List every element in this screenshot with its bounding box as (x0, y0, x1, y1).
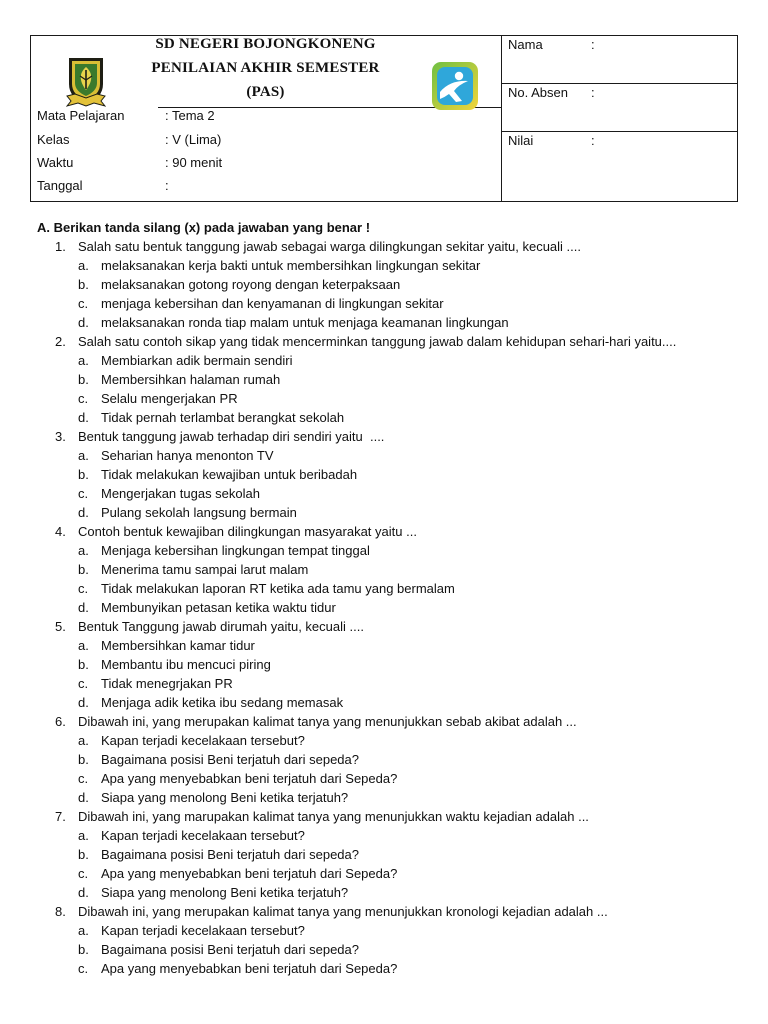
option-item (0, 674, 768, 693)
option-item (0, 313, 768, 332)
question-number: 8. (55, 904, 66, 919)
option-letter: b. (78, 752, 89, 767)
option-item (0, 959, 768, 978)
option-text: Mengerjakan tugas sekolah (101, 486, 260, 501)
student-field-colon: : (591, 37, 595, 52)
option-item (0, 788, 768, 807)
option-letter: a. (78, 828, 89, 843)
student-field-colon: : (591, 85, 595, 100)
question-item (0, 807, 768, 826)
option-letter: c. (78, 486, 89, 501)
option-letter: a. (78, 638, 89, 653)
option-text: Siapa yang menolong Beni ketika terjatuh? (101, 790, 349, 805)
option-letter: d. (78, 505, 89, 520)
question-number: 5. (55, 619, 66, 634)
option-item (0, 845, 768, 864)
option-text: Siapa yang menolong Beni ketika terjatuh? (101, 885, 349, 900)
option-text: Membantu ibu mencuci piring (101, 657, 271, 672)
option-item (0, 389, 768, 408)
option-text: Membiarkan adik bermain sendiri (101, 353, 293, 368)
question-item (0, 237, 768, 256)
option-text: Menjaga adik ketika ibu sedang memasak (101, 695, 344, 710)
option-item (0, 294, 768, 313)
question-text: Dibawah ini, yang merupakan kalimat tanya yang menunjukkan kronologi kejadian adalah ... (78, 904, 608, 919)
question-number: 3. (55, 429, 66, 444)
header-column-divider (501, 35, 502, 201)
option-text: melaksanakan ronda tiap malam untuk menjaga keamanan lingkungan (101, 315, 509, 330)
option-letter: d. (78, 885, 89, 900)
option-letter: d. (78, 410, 89, 425)
option-item (0, 275, 768, 294)
question-item (0, 427, 768, 446)
question-text: Dibawah ini, yang marupakan kalimat tanya yang menunjukkan waktu kejadian adalah ... (78, 809, 589, 824)
option-letter: a. (78, 543, 89, 558)
info-value: : V (Lima) (165, 132, 222, 147)
question-list (0, 237, 768, 978)
question-text: Bentuk Tanggung jawab dirumah yaitu, kecuali .... (78, 619, 364, 634)
info-value: : Tema 2 (165, 108, 215, 123)
option-text: Kapan terjadi kecelakaan tersebut? (101, 923, 305, 938)
question-text: Salah satu contoh sikap yang tidak mencerminkan tanggung jawab dalam kehidupan sehari-hari yaitu.... (78, 334, 677, 349)
option-text: Membunyikan petasan ketika waktu tidur (101, 600, 336, 615)
option-text: Menjaga kebersihan lingkungan tempat tinggal (101, 543, 370, 558)
option-item (0, 636, 768, 655)
question-text: Contoh bentuk kewajiban dilingkungan masyarakat yaitu ... (78, 524, 417, 539)
option-item (0, 693, 768, 712)
student-field-label: Nilai (508, 133, 534, 148)
option-text: Tidak melakukan kewajiban untuk beribadah (101, 467, 358, 482)
option-text: Selalu mengerjakan PR (101, 391, 238, 406)
student-field-label: Nama (508, 37, 543, 52)
option-item (0, 579, 768, 598)
option-text: Bagaimana posisi Beni terjatuh dari sepeda? (101, 847, 360, 862)
question-number: 2. (55, 334, 66, 349)
option-text: Menerima tamu sampai larut malam (101, 562, 309, 577)
section-title: A. Berikan tanda silang (x) pada jawaban yang benar ! (37, 220, 371, 235)
option-letter: d. (78, 695, 89, 710)
option-text: Apa yang menyebabkan beni terjatuh dari Sepeda? (101, 961, 398, 976)
question-item (0, 522, 768, 541)
exam-title: PENILAIAN AKHIR SEMESTER (151, 60, 380, 76)
option-letter: d. (78, 600, 89, 615)
option-text: melaksanakan gotong royong dengan keterpaksaan (101, 277, 401, 292)
option-letter: a. (78, 258, 89, 273)
option-item (0, 731, 768, 750)
option-item (0, 541, 768, 560)
option-text: Tidak melakukan laporan RT ketika ada tamu yang bermalam (101, 581, 455, 596)
option-letter: c. (78, 771, 89, 786)
student-field-label: No. Absen (508, 85, 568, 100)
option-text: Tidak menegrjakan PR (101, 676, 233, 691)
question-number: 6. (55, 714, 66, 729)
option-letter: c. (78, 581, 89, 596)
question-number: 1. (55, 239, 66, 254)
option-item (0, 446, 768, 465)
school-name: SD NEGERI BOJONGKONENG (155, 36, 376, 52)
option-letter: b. (78, 847, 89, 862)
option-letter: c. (78, 961, 89, 976)
option-text: Apa yang menyebabkan beni terjatuh dari Sepeda? (101, 866, 398, 881)
option-letter: a. (78, 733, 89, 748)
info-label: Kelas (37, 132, 70, 147)
question-item (0, 712, 768, 731)
question-item (0, 332, 768, 351)
option-letter: b. (78, 467, 89, 482)
option-letter: c. (78, 676, 89, 691)
option-text: Pulang sekolah langsung bermain (101, 505, 297, 520)
option-item (0, 921, 768, 940)
info-label: Mata Pelajaran (37, 108, 125, 123)
option-text: melaksanakan kerja bakti untuk membersihkan lingkungan sekitar (101, 258, 481, 273)
info-value: : 90 menit (165, 155, 223, 170)
question-text: Salah satu bentuk tanggung jawab sebagai warga dilingkungan sekitar yaitu, kecuali .... (78, 239, 581, 254)
option-letter: d. (78, 315, 89, 330)
info-label: Tanggal (37, 178, 83, 193)
option-letter: c. (78, 866, 89, 881)
option-item (0, 750, 768, 769)
option-letter: b. (78, 562, 89, 577)
option-text: Bagaimana posisi Beni terjatuh dari sepeda? (101, 942, 360, 957)
option-letter: b. (78, 277, 89, 292)
option-letter: b. (78, 657, 89, 672)
option-item (0, 940, 768, 959)
option-item (0, 408, 768, 427)
student-field-colon: : (591, 133, 595, 148)
option-item (0, 598, 768, 617)
option-item (0, 560, 768, 579)
question-item (0, 617, 768, 636)
option-text: Seharian hanya menonton TV (101, 448, 274, 463)
option-item (0, 256, 768, 275)
question-number: 4. (55, 524, 66, 539)
option-item (0, 864, 768, 883)
info-label: Waktu (37, 155, 74, 170)
option-item (0, 883, 768, 902)
option-text: menjaga kebersihan dan kenyamanan di lingkungan sekitar (101, 296, 444, 311)
option-letter: a. (78, 448, 89, 463)
question-text: Bentuk tanggung jawab terhadap diri sendiri yaitu .... (78, 429, 385, 444)
option-text: Membersihkan kamar tidur (101, 638, 255, 653)
option-text: Tidak pernah terlambat berangkat sekolah (101, 410, 345, 425)
question-number: 7. (55, 809, 66, 824)
option-text: Kapan terjadi kecelakaan tersebut? (101, 733, 305, 748)
student-field-divider (501, 131, 737, 132)
question-item (0, 902, 768, 921)
option-letter: d. (78, 790, 89, 805)
info-value: : (165, 178, 169, 193)
option-text: Membersihkan halaman rumah (101, 372, 281, 387)
option-item (0, 370, 768, 389)
option-item (0, 655, 768, 674)
option-item (0, 826, 768, 845)
option-text: Kapan terjadi kecelakaan tersebut? (101, 828, 305, 843)
option-letter: c. (78, 296, 89, 311)
option-text: Bagaimana posisi Beni terjatuh dari sepeda? (101, 752, 360, 767)
option-item (0, 351, 768, 370)
option-letter: a. (78, 353, 89, 368)
option-item (0, 769, 768, 788)
student-logo-icon (431, 61, 479, 111)
option-text: Apa yang menyebabkan beni terjatuh dari Sepeda? (101, 771, 398, 786)
exam-abbreviation: (PAS) (246, 84, 285, 100)
option-letter: c. (78, 391, 89, 406)
option-letter: b. (78, 942, 89, 957)
option-item (0, 503, 768, 522)
option-letter: b. (78, 372, 89, 387)
option-item (0, 484, 768, 503)
option-letter: a. (78, 923, 89, 938)
question-text: Dibawah ini, yang merupakan kalimat tanya yang menunjukkan sebab akibat adalah ... (78, 714, 577, 729)
option-item (0, 465, 768, 484)
